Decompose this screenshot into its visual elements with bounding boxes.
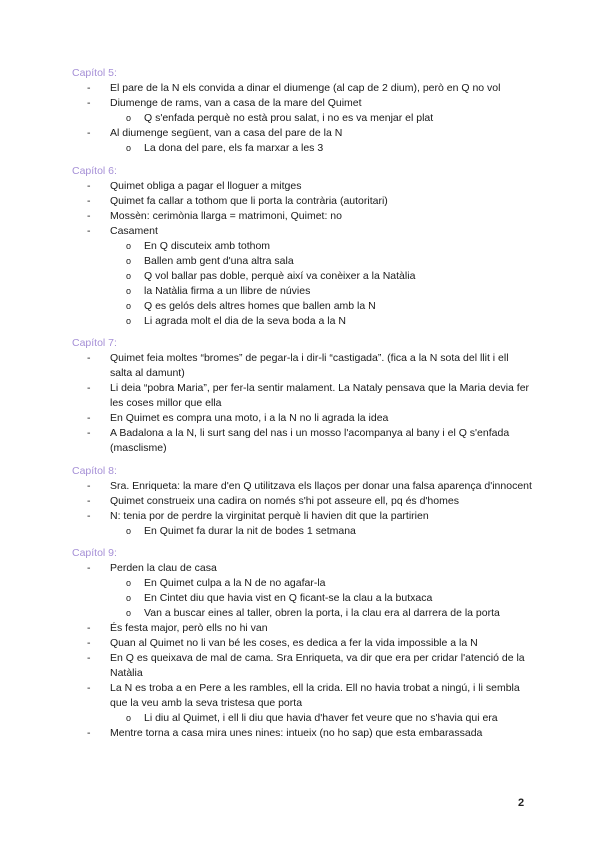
sub-bullet-item	[72, 299, 532, 314]
dash-bullet-marker: -	[87, 494, 91, 507]
sub-bullet-text: Q s'enfada perquè no està prou salat, i no es va menjar el plat	[144, 112, 434, 124]
dash-bullet-marker: -	[87, 82, 91, 94]
bullet-text: A Badalona a la N, li surt sang del nas i un mosso l'acompanya al bany i el Q s'enfada (masclisme)	[110, 427, 510, 454]
chapter-heading: Capítol 7:	[72, 337, 117, 349]
dash-bullet-marker: -	[87, 682, 91, 694]
sub-bullet-item	[72, 254, 532, 269]
sub-bullet-text: En Q discuteix amb tothom	[144, 239, 271, 252]
chapter-section	[72, 66, 532, 156]
bullet-text: En Quimet es compra una moto, i a la N no li agrada la idea	[110, 412, 389, 424]
dash-bullet-marker: -	[87, 427, 91, 439]
bullet-item	[72, 726, 532, 741]
dash-bullet-marker: -	[87, 179, 91, 192]
sub-bullet-item	[72, 524, 532, 539]
bullet-text: Diumenge de rams, van a casa de la mare del Quimet	[110, 97, 362, 109]
bullet-item	[72, 194, 532, 209]
bullet-text: La N es troba a en Pere a les rambles, ell la crida. Ell no havia trobat a ningú, i li sembla que la veu amb la seva tristesa que porta	[110, 682, 520, 709]
sub-bullet-item	[72, 111, 532, 126]
circle-bullet-marker: o	[126, 578, 132, 588]
bullet-text: Mossèn: cerimònia llarga = matrimoni, Quimet: no	[110, 209, 342, 222]
sub-bullet-text: En Quimet culpa a la N de no agafar-la	[144, 577, 326, 589]
sub-bullet-item	[72, 606, 532, 621]
sub-bullet-item	[72, 591, 532, 606]
circle-bullet-marker: o	[126, 315, 132, 326]
sub-bullet-item	[72, 239, 532, 254]
sub-bullet-item	[72, 284, 532, 299]
bullet-text: Al diumenge següent, van a casa del pare de la N	[110, 127, 343, 139]
dash-bullet-marker: -	[87, 224, 91, 237]
bullet-text: És festa major, però ells no hi van	[110, 622, 268, 634]
dash-bullet-marker: -	[87, 727, 91, 739]
bullet-text: Perden la clau de casa	[110, 562, 217, 574]
circle-bullet-marker: o	[126, 285, 132, 296]
chapter-section	[72, 546, 532, 741]
sub-bullet-text: Q es gelós dels altres homes que ballen amb la N	[144, 299, 376, 312]
bullet-text: N: tenia por de perdre la virginitat perquè li havien dit que la partirien	[110, 509, 429, 522]
dash-bullet-marker: -	[87, 209, 91, 222]
dash-bullet-marker: -	[87, 637, 91, 649]
bullet-item	[72, 426, 532, 456]
circle-bullet-marker: o	[126, 240, 132, 251]
bullet-text: Quimet obliga a pagar el lloguer a mitges	[110, 179, 302, 192]
circle-bullet-marker: o	[126, 593, 132, 603]
dash-bullet-marker: -	[87, 194, 91, 207]
dash-bullet-marker: -	[87, 562, 91, 574]
chapter-section	[72, 336, 532, 456]
bullet-item	[72, 494, 532, 509]
bullet-item	[72, 209, 532, 224]
circle-bullet-marker: o	[126, 300, 132, 311]
dash-bullet-marker: -	[87, 127, 91, 139]
bullet-list	[72, 179, 532, 329]
dash-bullet-marker: -	[87, 509, 91, 522]
sub-bullet-item	[72, 576, 532, 591]
circle-bullet-marker: o	[126, 608, 132, 618]
dash-bullet-marker: -	[87, 382, 91, 394]
bullet-item	[72, 96, 532, 111]
sub-bullet-text: Li diu al Quimet, i ell li diu que havia d'haver fet veure que no s'havia qui era	[144, 712, 498, 724]
chapter-heading: Capítol 9:	[72, 547, 117, 559]
bullet-item	[72, 681, 532, 711]
notes-content	[72, 66, 532, 749]
sub-bullet-item	[72, 711, 532, 726]
bullet-item	[72, 479, 532, 494]
bullet-item	[72, 621, 532, 636]
bullet-list	[72, 351, 532, 456]
bullet-item	[72, 509, 532, 524]
bullet-item	[72, 636, 532, 651]
chapter-heading: Capítol 5:	[72, 67, 117, 79]
bullet-item	[72, 411, 532, 426]
page-number: 2	[518, 797, 525, 809]
sub-bullet-text: Ballen amb gent d'una altra sala	[144, 254, 294, 267]
sub-bullet-text: En Cintet diu que havia vist en Q ficant-se la clau a la butxaca	[144, 592, 433, 604]
bullet-list	[72, 561, 532, 741]
sub-bullet-item	[72, 269, 532, 284]
bullet-item	[72, 81, 532, 96]
bullet-text: Quimet feia moltes “bromes” de pegar-la i dir-li “castigada”. (fica a la N sota del llit i ell salta al damunt)	[110, 352, 509, 379]
bullet-text: Li deia “pobra Maria”, per fer-la sentir malament. La Nataly pensava que la Maria devia fer les coses millor que ella	[110, 382, 530, 409]
bullet-list	[72, 81, 532, 156]
dash-bullet-marker: -	[87, 479, 91, 492]
bullet-text: En Q es queixava de mal de cama. Sra Enriqueta, va dir que era per cridar l'atenció de la Natàlia	[110, 652, 525, 679]
dash-bullet-marker: -	[87, 622, 91, 634]
chapter-section	[72, 164, 532, 329]
chapter-heading: Capítol 6:	[72, 164, 117, 177]
dash-bullet-marker: -	[87, 97, 91, 109]
dash-bullet-marker: -	[87, 412, 91, 424]
sub-bullet-item	[72, 141, 532, 156]
sub-bullet-text: En Quimet fa durar la nit de bodes 1 setmana	[144, 524, 356, 537]
bullet-item	[72, 126, 532, 141]
sub-bullet-text: la Natàlia firma a un llibre de núvies	[144, 284, 311, 297]
sub-bullet-text: Q vol ballar pas doble, perquè així va conèixer a la Natàlia	[144, 269, 416, 282]
bullet-item	[72, 351, 532, 381]
dash-bullet-marker: -	[87, 652, 91, 664]
circle-bullet-marker: o	[126, 713, 132, 723]
bullet-text: Sra. Enriqueta: la mare d'en Q utilitzava els llaços per donar una falsa aparença d'innocent	[110, 479, 532, 492]
bullet-text: El pare de la N els convida a dinar el diumenge (al cap de 2 dium), però en Q no vol	[110, 82, 501, 94]
circle-bullet-marker: o	[126, 270, 132, 281]
circle-bullet-marker: o	[126, 143, 132, 153]
circle-bullet-marker: o	[126, 525, 132, 536]
bullet-item	[72, 224, 532, 239]
sub-bullet-text: Li agrada molt el dia de la seva boda a la N	[144, 314, 346, 327]
bullet-text: Quimet fa callar a tothom que li porta la contrària (autoritari)	[110, 194, 388, 207]
bullet-item	[72, 561, 532, 576]
bullet-text: Quimet construeix una cadira on només s'hi pot asseure ell, pq és d'homes	[110, 494, 459, 507]
circle-bullet-marker: o	[126, 255, 132, 266]
bullet-list	[72, 479, 532, 539]
chapter-heading: Capítol 8:	[72, 464, 117, 477]
sub-bullet-item	[72, 314, 532, 329]
sub-bullet-text: La dona del pare, els fa marxar a les 3	[144, 142, 324, 154]
bullet-text: Mentre torna a casa mira unes nines: intueix (no ho sap) que esta embarassada	[110, 727, 483, 739]
dash-bullet-marker: -	[87, 352, 91, 364]
bullet-text: Casament	[110, 224, 158, 237]
bullet-item	[72, 381, 532, 411]
bullet-text: Quan al Quimet no li van bé les coses, es dedica a fer la vida impossible a la N	[110, 637, 478, 649]
sub-bullet-text: Van a buscar eines al taller, obren la porta, i la clau era al darrera de la porta	[144, 607, 500, 619]
circle-bullet-marker: o	[126, 113, 132, 123]
bullet-item	[72, 651, 532, 681]
bullet-item	[72, 179, 532, 194]
chapter-section	[72, 464, 532, 539]
